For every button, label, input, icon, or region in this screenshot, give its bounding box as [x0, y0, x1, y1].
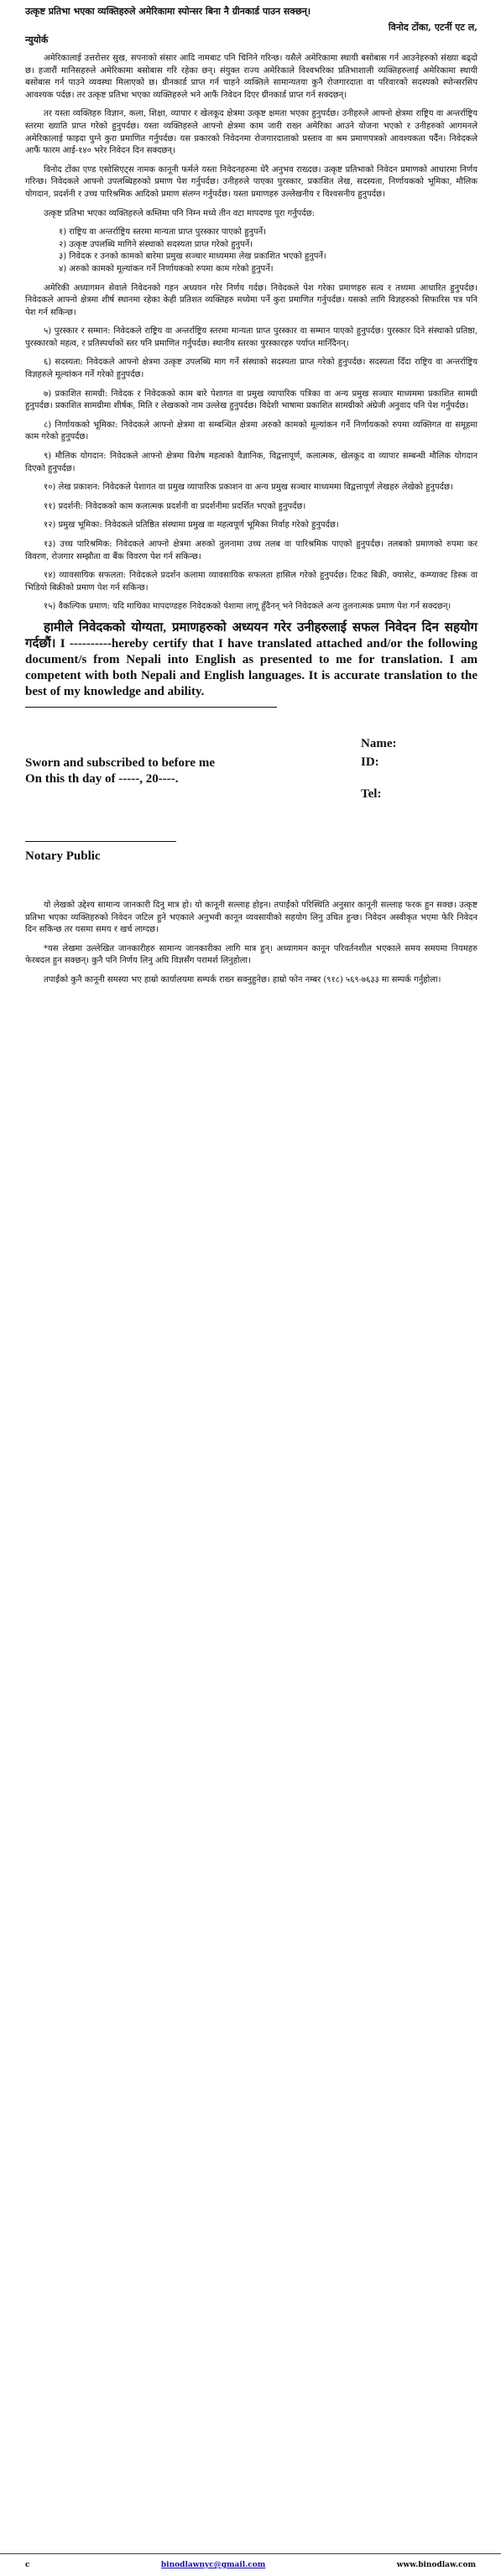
list-item: २) उत्कृष्ट उपलब्धि मागिने संस्थाको सदस्यता प्राप्त गरेको हुनुपर्ने।	[59, 239, 253, 249]
paragraph: विनोद टोंका एण्ड एसोसिएट्स नामक कानूनी फर्मले यस्ता निवेदनहरुमा धेरै अनुभव राख्दछ। उत्कृष्ट प्रतिभाको निवेदन प्रमाणको आधारमा निर्णय गरिन्छ। निवेदकले आफ्नो उपलब्धिहरुको प्रमाण पेश गर्नुपर्दछ। उनीहरुले पाएका पुरस्कार, प्रकाशित लेख, सदस्यता, निर्णायकको भूमिका, मौलिक योगदान, प्रदर्शनी र उच्च पारिश्रमिक आदिको प्रमाण संलग्न गर्नुपर्दछ। यस्ता प्रमाणहरु उल्लेखनीय र विश्वसनीय हुनुपर्दछ।	[25, 165, 478, 199]
paragraph: १४) व्यावसायिक सफलता: निवेदकले प्रदर्शन कलामा व्यावसायिक सफलता हासिल गरेको हुनुपर्दछ। टिकट बिक्री, क्यासेट, कम्प्याक्ट डिस्क वा भिडियो बिक्रीको प्रमाण पेश गर्न सकिन्छ।	[25, 571, 478, 593]
paragraph: ९) मौलिक योगदान: निवेदकले आफ्नो क्षेत्रमा विशेष महत्वको वैज्ञानिक, विद्वत्तापूर्ण, कलात्मक, खेलकूद वा व्यापार सम्बन्धी मौलिक योगदान दिएको हुनुपर्दछ।	[25, 452, 478, 473]
paragraph: तपाईंको कुनै कानूनी समस्या भए हाम्रो कार्यालयमा सम्पर्क राख्न सक्नुहुनेछ। हाम्रो फोन नम्बर (९१८) ५६९-७६३३ मा सम्पर्क गर्नुहोला।	[44, 974, 441, 985]
tel-label: Tel:	[361, 786, 382, 801]
translation-certification: हामीले निवेदकको योग्यता, प्रमाणहरुको अध्ययन गरेर उनीहरुलाई सफल निवेदन दिन सहयोग गर्दछौं। I ----------hereby certify that I have translated attached and/or the following document/s from Nepali into English as presented to me for translation. I am competent with both Nepali and English languages. It is accurate translation to the best of my knowledge and ability.	[25, 620, 478, 698]
email-link[interactable]: binodlawnyc@gmail.com	[160, 2561, 266, 2569]
notary-signature-line	[25, 841, 176, 842]
id-label: ID:	[361, 755, 379, 769]
paragraph: १०) लेख प्रकाशन: निवेदकले पेशागत वा प्रमुख व्यापारिक प्रकाशन वा अन्य प्रमुख सञ्चार माध्यममा विद्वत्तापूर्ण लेखहरु लेखेको हुनुपर्दछ।	[44, 483, 453, 493]
paragraph: अमेरिकी अध्यागमन सेवाले निवेदनको गहन अध्ययन गरेर निर्णय गर्दछ। निवेदकले पेश गरेका प्रमाणहरु सत्य र तथ्यमा आधारित हुनुपर्दछ। निवेदकले आफ्नो क्षेत्रमा शीर्ष स्थानमा रहेका केही प्रतिशत व्यक्तिहरु मध्येमा पर्ने कुरा प्रमाणित गर्नुपर्दछ। यसको लागि विज्ञहरुको सिफारिस पत्र पनि पेश गर्न सकिन्छ।	[25, 283, 478, 317]
paragraph: *यस लेखमा उल्लेखित जानकारीहरु सामान्य जानकारीका लागि मात्र हुन्। अध्यागमन कानून परिवर्तनशील भएकाले समय समयमा नियमहरु फेरबदल हुन सक्छन्। कुनै पनि निर्णय लिनु अघि विज्ञसँग परामर्श लिनुहोला।	[25, 943, 478, 966]
certification-block	[25, 707, 478, 900]
paragraph: अमेरिकालाई उत्तरोत्तर सुख, सपनाको संसार आदि नामबाट पनि चिनिने गरिन्छ। यसैले अमेरिकामा स्थायी बसोबास गर्न आउनेहरुको संख्या बढ्दो छ। हजारौं मानिसहरुले अमेरिकामा बसोबास गरि रहेका छन्। संयुक्त राज्य अमेरिकाले विश्वभरिका प्रतिभाशाली व्यक्तिहरुलाई अमेरिकामा स्थायी बसोबास गर्न पाउने व्यवस्था मिलाएको छ। ग्रीनकार्ड प्राप्त गर्न चाहने व्यक्तिले सामान्यतया कुनै रोजगारदाता वा परिवारको सदस्यको स्पोन्सरसिप आवश्यक पर्दछ। तर उत्कृष्ट प्रतिभा भएका व्यक्तिहरुले भने आफैं निवेदन दिएर ग्रीनकार्ड प्राप्त गर्न सक्दछन्।	[25, 54, 478, 100]
paragraph: ११) प्रदर्शनी: निवेदकको काम कलात्मक प्रदर्शनी वा प्रदर्शनीमा प्रदर्शित भएको हुनुपर्दछ।	[44, 501, 306, 511]
sworn-statement	[25, 755, 215, 787]
website-text: www.binodlaw.com	[396, 2561, 476, 2569]
footer-mark: c	[25, 2561, 30, 2569]
sworn-label: Sworn and subscribed to before me	[25, 755, 215, 770]
name-label: Name:	[361, 736, 397, 750]
list-item: ४) अरुको कामको मूल्यांकन गर्ने निर्णायकको रुपमा काम गरेको हुनुपर्ने।	[59, 264, 274, 274]
on-label: On this	[25, 771, 65, 786]
criteria-list	[59, 227, 478, 275]
paragraph: ७) प्रकाशित सामग्री: निवेदक र निवेदकको काम बारे पेशागत वा प्रमुख व्यापारिक पत्रिका वा अन्य प्रमुख सञ्चार माध्यममा प्रकाशित सामग्री हुनुपर्दछ। प्रकाशित सामग्रीमा शीर्षक, मिति र लेखकको नाम उल्लेख हुनुपर्दछ। विदेशी भाषामा प्रकाशित सामग्रीको अंग्रेजी अनुवाद पनि पेश गर्नुपर्दछ।	[25, 389, 478, 411]
paragraph: १५) वैकल्पिक प्रमाण: यदि माथिका मापदण्डहरु निवेदकको पेशामा लागू हुँदैनन् भने निवेदकले अन्य तुलनात्मक प्रमाण पेश गर्न सक्दछन्।	[44, 602, 451, 612]
document-title: उत्कृष्ट प्रतिभा भएका व्यक्तिहरुले अमेरिकामा स्पोन्सर बिना नै ग्रीनकार्ड पाउन सक्छन्।	[25, 6, 311, 17]
paragraph: १३) उच्च पारिश्रमिक: निवेदकले आफ्नो क्षेत्रमा अरुको तुलनामा उच्च तलब वा पारिश्रमिक पाएको हुनुपर्दछ। तलबको प्रमाणको रुपमा कर विवरण, रोजगार सम्झौता वा बैंक विवरण पेश गर्न सकिन्छ।	[25, 540, 478, 562]
signature-line	[25, 707, 277, 708]
list-intro: उत्कृष्ट प्रतिभा भएका व्यक्तिहरुले कम्तिमा पनि निम्न मध्ये तीन वटा मापदण्ड पूरा गर्नुपर्दछ:	[44, 208, 316, 218]
paragraph: ८) निर्णायकको भूमिका: निवेदकले आफ्नो क्षेत्रमा वा सम्बन्धित क्षेत्रमा अरुको कामको मूल्यांकन गर्ने निर्णायकको रुपमा व्यक्तिगत वा समूहमा काम गरेको हुनुपर्दछ।	[25, 420, 478, 442]
paragraph: १२) प्रमुख भूमिका: निवेदकले प्रतिष्ठित संस्थामा प्रमुख वा महत्वपूर्ण भूमिका निर्वाह गरेको हुनुपर्दछ।	[44, 520, 339, 530]
page-footer	[0, 2553, 501, 2576]
notary-label: Notary Public	[25, 849, 101, 863]
paragraph: ६) सदस्यता: निवेदकले आफ्नो क्षेत्रमा उत्कृष्ट उपलब्धि माग गर्ने संस्थाको सदस्यता प्राप्त गरेको हुनुपर्दछ। सदस्यता दिँदा राष्ट्रिय वा अन्तर्राष्ट्रिय विज्ञहरुले मूल्यांकन गर्ने गरेको हुनुपर्दछ।	[25, 358, 478, 380]
paragraph: ५) पुरस्कार र सम्मान: निवेदकले राष्ट्रिय वा अन्तर्राष्ट्रिय स्तरमा मान्यता प्राप्त पुरस्कार वा सम्मान पाएको हुनुपर्दछ। पुरस्कार दिने संस्थाको प्रतिष्ठा, पुरस्कारको महत्व, र प्रतिस्पर्धाको स्तर पनि प्रमाणित गर्नुपर्दछ। स्थानीय स्तरका पुरस्कारहरु पर्याप्त मानिँदैनन्।	[25, 327, 478, 348]
paragraph: तर यस्ता व्यक्तिहरु विज्ञान, कला, शिक्षा, व्यापार र खेलकूद क्षेत्रमा उत्कृष्ट क्षमता भएका हुनुपर्दछ। उनीहरुले आफ्नो क्षेत्रमा राष्ट्रिय वा अन्तर्राष्ट्रिय स्तरमा ख्याति प्राप्त गरेको हुनुपर्दछ। यस्ता व्यक्तिहरुले आफ्नो क्षेत्रमा काम जारी राख्न अमेरिका आउने योजना भएको र उनीहरुको आगमनले अमेरिकालाई फाइदा पुग्ने कुरा प्रमाणित गर्नुपर्दछ। यस प्रकारको निवेदनमा रोजगारदाताको प्रस्ताव वा श्रम प्रमाणपत्रको आवश्यकता पर्दैन। निवेदकले आफैं फारम आई-१४० भरेर निवेदन दिन सक्दछन्।	[25, 109, 478, 156]
author-name: विनोद टोंका, एटर्नी एट ल,	[388, 22, 478, 33]
list-item: ३) निवेदक र उनको कामको बारेमा प्रमुख सञ्चार माध्यममा लेख प्रकाशित भएको हुनुपर्ने।	[59, 252, 326, 262]
place-name: न्युयोर्क	[25, 34, 49, 45]
day-label: th day of -----, 20----.	[67, 771, 179, 786]
list-item: १) राष्ट्रिय वा अन्तर्राष्ट्रिय स्तरमा मान्यता प्राप्त पुरस्कार पाएको हुनुपर्ने।	[59, 227, 266, 238]
paragraph: यो लेखको उद्देश्य सामान्य जानकारी दिनु मात्र हो। यो कानूनी सल्लाह होइन। तपाईंको परिस्थिति अनुसार कानूनी सल्लाह फरक हुन सक्छ। उत्कृष्ट प्रतिभा भएका व्यक्तिहरुको निवेदन जटिल हुने भएकाले अनुभवी कानून व्यवसायीको सहयोग लिनु उचित हुन्छ। निवेदन अस्वीकृत भएमा फेरि निवेदन दिन सकिन्छ तर यसमा समय र खर्च लाग्दछ।	[25, 900, 478, 935]
